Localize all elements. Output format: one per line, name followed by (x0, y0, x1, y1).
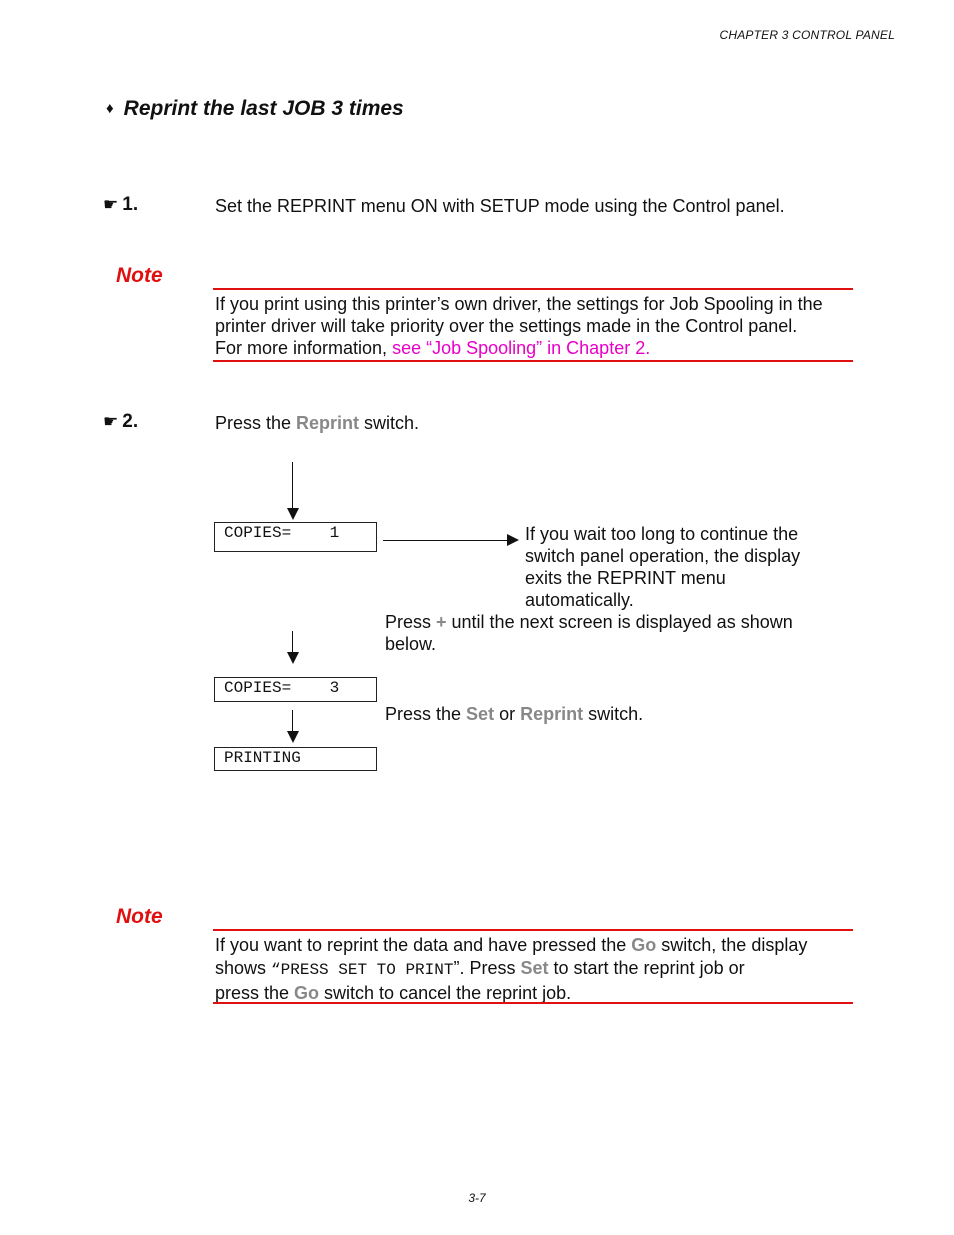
down-arrow-icon (287, 652, 299, 664)
page-number: 3-7 (468, 1191, 486, 1205)
step-2-marker: ☛ 2. (103, 411, 139, 432)
press-plus-instruction: Press + until the next screen is displayed as shown below. (385, 612, 793, 654)
step-2-text: Press the Reprint switch. (215, 413, 420, 433)
step-1-marker: ☛ 1. (103, 194, 139, 215)
pointing-hand-icon: ☛ (103, 412, 119, 431)
down-arrow-icon (287, 731, 299, 743)
down-arrow-icon (287, 508, 299, 520)
reprint-key-label: Reprint (296, 413, 360, 433)
note-2-body: If you want to reprint the data and have pressed the Go switch, the display shows “PRESS SET TO PRINT”. Press Set to start the reprint job or press the Go switch to cancel the reprint job. (215, 935, 808, 1003)
lcd-display-copies-1: COPIES= 1 (214, 522, 377, 552)
note-2-bottom-rule (213, 1002, 853, 1004)
flow-arrow-1-shaft (292, 462, 293, 510)
right-arrow-icon (507, 534, 519, 546)
note-1-label: Note (116, 264, 163, 287)
step-1-text: Set the REPRINT menu ON with SETUP mode using the Control panel. (215, 196, 785, 216)
lcd-message-inline: “PRESS SET TO PRINT (271, 961, 454, 979)
running-header: CHAPTER 3 CONTROL PANEL (719, 28, 895, 42)
flow-arrow-2-shaft (292, 631, 293, 653)
lcd-display-printing: PRINTING (214, 747, 377, 771)
press-set-instruction: Press the Set or Reprint switch. (385, 704, 644, 724)
flow-arrow-right-shaft (383, 540, 509, 541)
plus-key-label: + (436, 612, 447, 632)
timeout-explanation: If you wait too long to continue the switch panel operation, the display exits the REPRINT menu automatically. (525, 524, 801, 610)
go-key-label: Go (631, 935, 657, 955)
set-key-label: Set (466, 704, 495, 724)
reprint-key-label: Reprint (520, 704, 584, 724)
note-2-label: Note (116, 905, 163, 928)
flow-arrow-3-shaft (292, 710, 293, 732)
job-spooling-link[interactable]: see “Job Spooling” in Chapter 2. (392, 338, 651, 358)
go-key-label: Go (294, 983, 320, 1003)
note-2-top-rule (213, 929, 853, 931)
note-1-bottom-rule (213, 360, 853, 362)
pointing-hand-icon: ☛ (103, 195, 119, 214)
note-1-body: If you print using this printer’s own driver, the settings for Job Spooling in the printer driver will take priority over the settings made in the Control panel. For more information, see “Job Spooling” in Chapter 2. (215, 294, 823, 358)
set-key-label: Set (520, 958, 549, 978)
note-1-top-rule (213, 288, 853, 290)
section-title (106, 97, 404, 121)
diamond-bullet-icon: ♦ (106, 100, 114, 117)
section-title-text: Reprint the last JOB 3 times (123, 97, 404, 120)
lcd-display-copies-3: COPIES= 3 (214, 677, 377, 702)
